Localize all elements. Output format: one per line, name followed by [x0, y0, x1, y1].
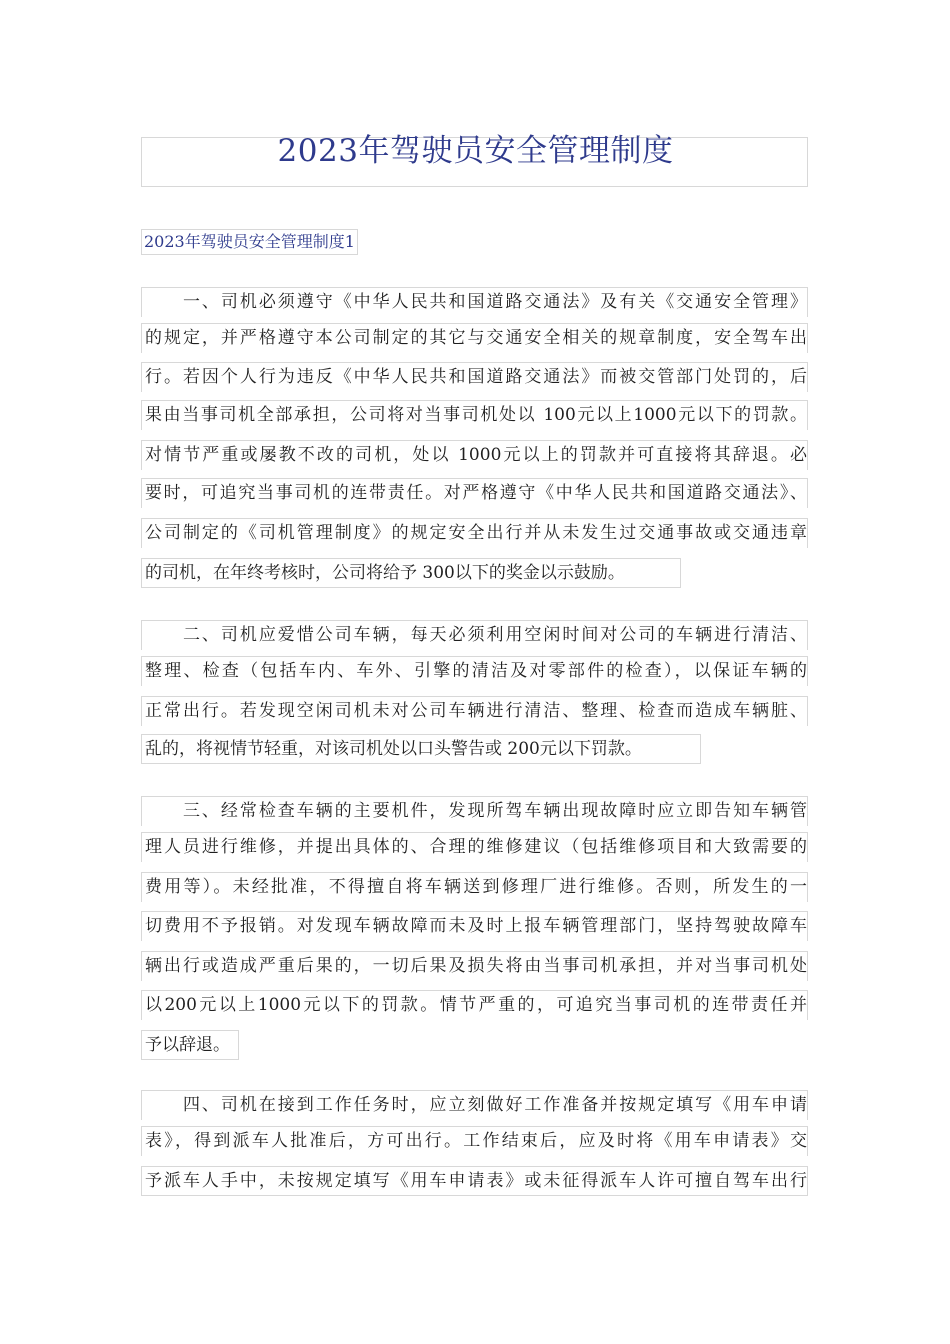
document-title: 2023年驾驶员安全管理制度	[277, 133, 674, 169]
paragraph-line: 表》，得到派车人批准后，方可出行。工作结束后，应及时将《用车申请表》交	[141, 1126, 808, 1156]
paragraph-line: 的规定，并严格遵守本公司制定的其它与交通安全相关的规章制度，安全驾车出	[141, 323, 808, 353]
paragraph-line: 予派车人手中，未按规定填写《用车申请表》或未征得派车人许可擅自驾车出行	[141, 1166, 808, 1196]
paragraph-line: 四、司机在接到工作任务时，应立刻做好工作准备并按规定填写《用车申请	[141, 1090, 808, 1120]
paragraph-line: 整理、检查（包括车内、车外、引擎的清洁及对零部件的检查），以保证车辆的	[141, 656, 808, 686]
paragraph-line: 对情节严重或屡教不改的司机，处以 1000元以上的罚款并可直接将其辞退。必	[141, 440, 808, 470]
paragraph-line: 予以辞退。	[141, 1030, 239, 1060]
paragraph-line: 要时，可追究当事司机的连带责任。对严格遵守《中华人民共和国道路交通法》、	[141, 478, 808, 508]
title-box	[141, 133, 808, 187]
paragraph-line: 二、司机应爱惜公司车辆，每天必须利用空闲时间对公司的车辆进行清洁、	[141, 620, 808, 650]
paragraph-line: 以200元以上1000元以下的罚款。情节严重的，可追究当事司机的连带责任并	[141, 990, 808, 1020]
paragraph-line: 切费用不予报销。对发现车辆故障而未及时上报车辆管理部门，坚持驾驶故障车	[141, 911, 808, 941]
paragraph-line: 费用等）。未经批准，不得擅自将车辆送到修理厂进行维修。否则，所发生的一	[141, 872, 808, 902]
paragraph-line: 的司机，在年终考核时，公司将给予 300以下的奖金以示鼓励。	[141, 558, 681, 588]
paragraph-line: 三、经常检查车辆的主要机件，发现所驾车辆出现故障时应立即告知车辆管	[141, 796, 808, 826]
paragraph-line: 正常出行。若发现空闲司机未对公司车辆进行清洁、整理、检查而造成车辆脏、	[141, 696, 808, 726]
paragraph-line: 理人员进行维修，并提出具体的、合理的维修建议（包括维修项目和大致需要的	[141, 832, 808, 862]
paragraph-line: 乱的，将视情节轻重，对该司机处以口头警告或 200元以下罚款。	[141, 734, 701, 764]
paragraph-line: 一、司机必须遵守《中华人民共和国道路交通法》及有关《交通安全管理》	[141, 287, 808, 317]
paragraph-line: 公司制定的《司机管理制度》的规定安全出行并从未发生过交通事故或交通违章	[141, 518, 808, 548]
paragraph-line: 果由当事司机全部承担，公司将对当事司机处以 100元以上1000元以下的罚款。	[141, 400, 808, 430]
paragraph-line: 行。若因个人行为违反《中华人民共和国道路交通法》而被交管部门处罚的，后	[141, 362, 808, 392]
paragraph-line: 辆出行或造成严重后果的，一切后果及损失将由当事司机承担，并对当事司机处	[141, 951, 808, 981]
section-subheading: 2023年驾驶员安全管理制度1	[141, 229, 358, 255]
